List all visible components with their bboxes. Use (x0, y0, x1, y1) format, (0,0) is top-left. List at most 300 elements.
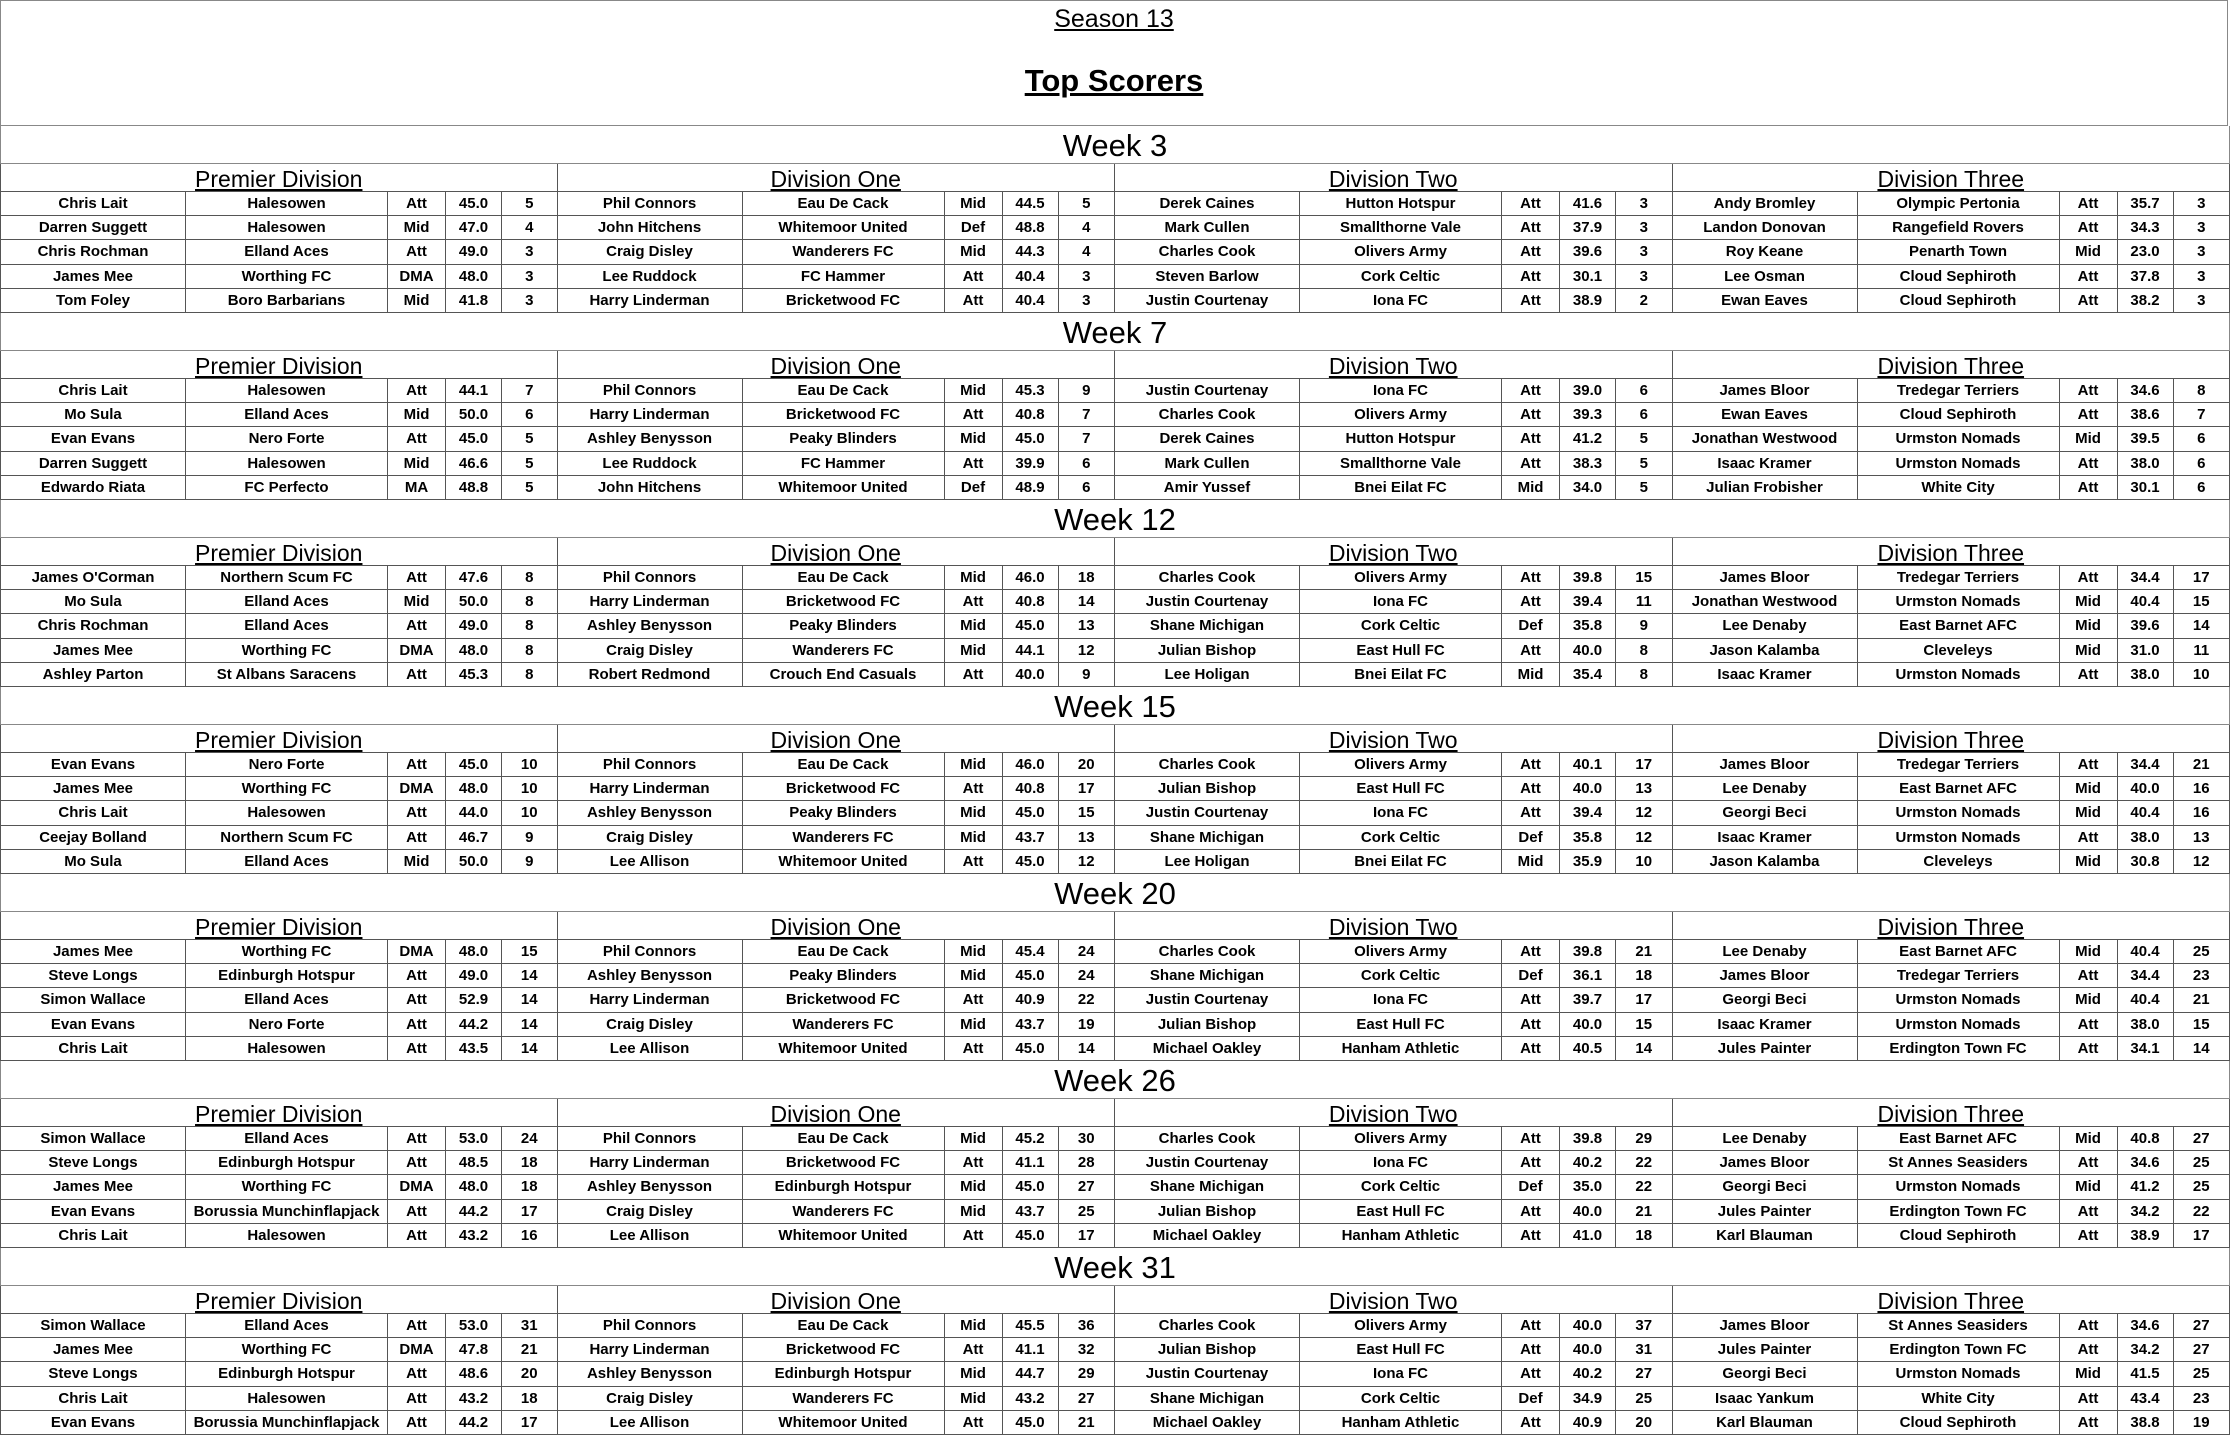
rating-cell: 44.1 (1003, 639, 1059, 662)
rating-cell: 43.7 (1003, 826, 1059, 849)
player-name-cell: Phil Connors (558, 753, 743, 776)
rating-cell: 38.0 (2118, 663, 2174, 686)
player-name-cell: Michael Oakley (1115, 1224, 1300, 1247)
table-row (1, 403, 557, 427)
table-row (1115, 289, 1672, 313)
position-cell: Att (1502, 801, 1560, 824)
position-cell: Att (1502, 1200, 1560, 1223)
table-row (1115, 379, 1672, 403)
rating-cell: 35.7 (2118, 192, 2174, 215)
goals-cell: 27 (2192, 1317, 2210, 1334)
team-cell: Olivers Army (1300, 753, 1502, 776)
position-cell: Att (1502, 192, 1560, 215)
player-name-cell: Ashley Benysson (558, 801, 743, 824)
position-cell: Att (945, 452, 1003, 475)
divisions-row (0, 1286, 2230, 1435)
goals-cell: 12 (2192, 852, 2210, 870)
team-cell: Cleveleys (1858, 850, 2060, 873)
player-name-cell: Derek Caines (1115, 427, 1300, 450)
table-row (558, 1037, 1115, 1061)
player-name-cell: Darren Suggett (1, 452, 186, 475)
rating-cell: 41.1 (1003, 1151, 1059, 1174)
player-name-cell: Evan Evans (1, 427, 186, 450)
position-cell: Att (1502, 379, 1560, 402)
player-name-cell: Steven Barlow (1115, 265, 1300, 288)
player-name-cell: Phil Connors (558, 379, 743, 402)
position-cell: Mid (2060, 639, 2118, 662)
team-cell: Halesowen (186, 1037, 388, 1060)
goals-cell: 8 (1639, 641, 1648, 659)
player-name-cell: Craig Disley (558, 826, 743, 849)
team-cell: Bricketwood FC (743, 403, 945, 426)
team-cell: Hanham Athletic (1300, 1224, 1502, 1247)
team-cell: Elland Aces (186, 988, 388, 1011)
position-cell: Def (1502, 614, 1560, 637)
team-cell: FC Perfecto (186, 476, 388, 499)
table-row (1115, 1037, 1672, 1061)
table-row (1, 663, 557, 687)
team-cell: Tredegar Terriers (1858, 753, 2060, 776)
table-row (1, 614, 557, 638)
table-row (1673, 403, 2230, 427)
rating-cell: 40.0 (1003, 663, 1059, 686)
page-title: Top Scorers (1024, 63, 1204, 98)
divisions-row (0, 912, 2230, 1061)
rating-cell: 40.5 (1560, 1037, 1616, 1060)
rating-cell: 47.0 (446, 216, 502, 239)
player-name-cell: Isaac Kramer (1673, 826, 1858, 849)
team-cell: Erdington Town FC (1858, 1037, 2060, 1060)
player-name-cell: Shane Michigan (1115, 964, 1300, 987)
rating-cell: 45.5 (1003, 1314, 1059, 1337)
position-cell: Mid (945, 753, 1003, 776)
player-name-cell: Charles Cook (1115, 753, 1300, 776)
rating-cell: 40.4 (2118, 801, 2174, 824)
player-name-cell: Lee Allison (558, 1037, 743, 1060)
table-row (1, 826, 557, 850)
goals-cell: 14 (520, 1039, 538, 1057)
table-row (1115, 964, 1672, 988)
table-row (558, 1362, 1115, 1386)
divisions-row (0, 351, 2230, 500)
goals-cell: 16 (2192, 780, 2210, 798)
player-name-cell: Jonathan Westwood (1673, 427, 1858, 450)
player-name-cell: Julian Bishop (1115, 639, 1300, 662)
rating-cell: 45.0 (1003, 850, 1059, 873)
goals-cell: 25 (1635, 1389, 1653, 1407)
position-cell: Att (1502, 240, 1560, 263)
rating-cell: 34.4 (2118, 566, 2174, 589)
week-title: Week 20 (0, 874, 2230, 912)
table-row (558, 1411, 1115, 1435)
goals-cell: 3 (2197, 291, 2206, 309)
table-row (1115, 614, 1672, 638)
goals-cell: 17 (520, 1202, 538, 1220)
divisions-row (0, 725, 2230, 874)
division-title: Division Two (1115, 1099, 1672, 1127)
table-row (1, 216, 557, 240)
table-row (558, 777, 1115, 801)
player-name-cell: Julian Bishop (1115, 1338, 1300, 1361)
rating-cell: 43.2 (446, 1387, 502, 1410)
rating-cell: 41.2 (2118, 1175, 2174, 1198)
goals-cell: 17 (2192, 569, 2210, 586)
rating-cell: 40.9 (1003, 988, 1059, 1011)
table-row (1115, 452, 1672, 476)
position-cell: Att (1502, 988, 1560, 1011)
team-cell: Iona FC (1300, 988, 1502, 1011)
position-cell: Mid (2060, 614, 2118, 637)
goals-cell: 5 (525, 454, 534, 472)
player-name-cell: Karl Blauman (1673, 1224, 1858, 1247)
team-cell: Edinburgh Hotspur (186, 1151, 388, 1174)
rating-cell: 41.8 (446, 289, 502, 312)
position-cell: Att (388, 192, 446, 215)
table-row (1673, 427, 2230, 451)
table-row (1, 1037, 557, 1061)
table-row (1, 590, 557, 614)
position-cell: Mid (945, 964, 1003, 987)
goals-cell: 18 (1635, 967, 1653, 985)
division-title: Division One (558, 351, 1115, 379)
position-cell: Att (2060, 1387, 2118, 1410)
team-cell: Urmston Nomads (1858, 826, 2060, 849)
rating-cell: 45.0 (1003, 1037, 1059, 1060)
player-name-cell: Charles Cook (1115, 566, 1300, 589)
player-name-cell: Justin Courtenay (1115, 988, 1300, 1011)
rating-cell: 40.2 (1560, 1362, 1616, 1385)
position-cell: Att (388, 427, 446, 450)
goals-cell: 14 (1077, 593, 1095, 611)
position-cell: DMA (388, 265, 446, 288)
rating-cell: 48.0 (446, 1175, 502, 1198)
rating-cell: 38.9 (1560, 289, 1616, 312)
rating-cell: 40.0 (2118, 777, 2174, 800)
goals-cell: 5 (525, 430, 534, 448)
division-title: Division One (558, 725, 1115, 753)
team-cell: Iona FC (1300, 1362, 1502, 1385)
player-name-cell: Lee Allison (558, 1411, 743, 1434)
rating-cell: 53.0 (446, 1127, 502, 1150)
goals-cell: 27 (1077, 1178, 1095, 1196)
table-row (1115, 1151, 1672, 1175)
goals-cell: 6 (1639, 406, 1648, 424)
position-cell: Att (1502, 940, 1560, 963)
position-cell: Att (2060, 826, 2118, 849)
table-row (558, 639, 1115, 663)
player-name-cell: Isaac Kramer (1673, 663, 1858, 686)
player-name-cell: Georgi Beci (1673, 1175, 1858, 1198)
table-row (1, 964, 557, 988)
player-name-cell: Craig Disley (558, 639, 743, 662)
rating-cell: 37.9 (1560, 216, 1616, 239)
goals-cell: 15 (1635, 1015, 1653, 1033)
rating-cell: 39.8 (1560, 1127, 1616, 1150)
player-name-cell: Ashley Benysson (558, 1175, 743, 1198)
team-cell: Cork Celtic (1300, 614, 1502, 637)
table-row (1, 639, 557, 663)
goals-cell: 10 (1635, 852, 1653, 870)
divisions-row (0, 1099, 2230, 1248)
table-row (1115, 240, 1672, 264)
table-row (1673, 1338, 2230, 1362)
division-title: Division One (558, 1099, 1115, 1127)
table-row (1115, 777, 1672, 801)
team-cell: Halesowen (186, 452, 388, 475)
table-row (1115, 753, 1672, 777)
table-row (1673, 777, 2230, 801)
goals-cell: 31 (1635, 1341, 1653, 1359)
rating-cell: 40.8 (1003, 777, 1059, 800)
rating-cell: 45.0 (1003, 427, 1059, 450)
rating-cell: 39.6 (1560, 240, 1616, 263)
table-row (558, 216, 1115, 240)
goals-cell: 19 (1077, 1015, 1095, 1033)
team-cell: Eau De Cack (743, 1127, 945, 1150)
rating-cell: 40.8 (2118, 1127, 2174, 1150)
team-cell: Bnei Eilat FC (1300, 663, 1502, 686)
table-row (1, 1013, 557, 1037)
table-row (1673, 1037, 2230, 1061)
goals-cell: 15 (1077, 804, 1095, 822)
rating-cell: 46.0 (1003, 753, 1059, 776)
division-title: Division Three (1673, 1286, 2230, 1314)
table-row (1115, 1200, 1672, 1224)
goals-cell: 17 (520, 1413, 538, 1431)
position-cell: DMA (388, 777, 446, 800)
position-cell: Att (388, 1037, 446, 1060)
player-name-cell: Harry Linderman (558, 289, 743, 312)
player-name-cell: Ewan Eaves (1673, 403, 1858, 426)
player-name-cell: Georgi Beci (1673, 801, 1858, 824)
player-name-cell: Lee Holigan (1115, 663, 1300, 686)
position-cell: Mid (2060, 240, 2118, 263)
table-row (1115, 1338, 1672, 1362)
player-name-cell: Shane Michigan (1115, 614, 1300, 637)
player-name-cell: Andy Bromley (1673, 192, 1858, 215)
player-name-cell: Charles Cook (1115, 240, 1300, 263)
player-name-cell: Amir Yussef (1115, 476, 1300, 499)
rating-cell: 48.0 (446, 639, 502, 662)
position-cell: Att (388, 1314, 446, 1337)
goals-cell: 14 (1635, 1039, 1653, 1057)
team-cell: Cork Celtic (1300, 1387, 1502, 1410)
divisions-row (0, 538, 2230, 687)
player-name-cell: Michael Oakley (1115, 1037, 1300, 1060)
goals-cell: 14 (2192, 617, 2210, 635)
position-cell: Att (1502, 1314, 1560, 1337)
rating-cell: 45.0 (446, 192, 502, 215)
position-cell: Att (1502, 1151, 1560, 1174)
player-name-cell: Jason Kalamba (1673, 850, 1858, 873)
position-cell: Att (2060, 476, 2118, 499)
position-cell: Att (388, 753, 446, 776)
player-name-cell: Robert Redmond (558, 663, 743, 686)
team-cell: Whitemoor United (743, 850, 945, 873)
rating-cell: 45.0 (1003, 1175, 1059, 1198)
division-table (1115, 1286, 1673, 1435)
goals-cell: 8 (2197, 382, 2206, 399)
team-cell: Urmston Nomads (1858, 1175, 2060, 1198)
team-cell: Elland Aces (186, 403, 388, 426)
team-cell: Whitemoor United (743, 216, 945, 239)
rating-cell: 45.0 (1003, 614, 1059, 637)
position-cell: Att (388, 1127, 446, 1150)
team-cell: Nero Forte (186, 753, 388, 776)
goals-cell: 19 (2192, 1413, 2210, 1431)
player-name-cell: Ashley Benysson (558, 614, 743, 637)
team-cell: Eau De Cack (743, 192, 945, 215)
rating-cell: 48.5 (446, 1151, 502, 1174)
rating-cell: 48.9 (1003, 476, 1059, 499)
rating-cell: 48.8 (446, 476, 502, 499)
goals-cell: 3 (2197, 243, 2206, 261)
position-cell: Att (1502, 289, 1560, 312)
goals-cell: 3 (1639, 219, 1648, 237)
week-section (0, 1248, 2230, 1435)
goals-cell: 18 (520, 1178, 538, 1196)
rating-cell: 44.1 (446, 379, 502, 402)
rating-cell: 39.4 (1560, 590, 1616, 613)
rating-cell: 38.0 (2118, 1013, 2174, 1036)
rating-cell: 36.1 (1560, 964, 1616, 987)
team-cell: Elland Aces (186, 240, 388, 263)
table-row (558, 1314, 1115, 1338)
rating-cell: 40.8 (1003, 403, 1059, 426)
division-table (1115, 538, 1673, 687)
team-cell: Urmston Nomads (1858, 427, 2060, 450)
rating-cell: 44.5 (1003, 192, 1059, 215)
position-cell: Att (2060, 289, 2118, 312)
table-row (1673, 1411, 2230, 1435)
goals-cell: 27 (1077, 1389, 1095, 1407)
goals-cell: 6 (2197, 454, 2206, 472)
table-row (558, 850, 1115, 874)
position-cell: Att (2060, 1200, 2118, 1223)
week-section (0, 313, 2230, 500)
division-title: Premier Division (1, 538, 557, 566)
goals-cell: 18 (1635, 1226, 1653, 1244)
rating-cell: 31.0 (2118, 639, 2174, 662)
team-cell: Peaky Blinders (743, 964, 945, 987)
position-cell: Mid (2060, 1175, 2118, 1198)
rating-cell: 38.2 (2118, 289, 2174, 312)
goals-cell: 30 (1077, 1130, 1095, 1147)
player-name-cell: Jules Painter (1673, 1200, 1858, 1223)
rating-cell: 37.8 (2118, 265, 2174, 288)
division-title: Division Two (1115, 164, 1672, 192)
player-name-cell: Lee Denaby (1673, 940, 1858, 963)
team-cell: Urmston Nomads (1858, 590, 2060, 613)
player-name-cell: Isaac Yankum (1673, 1387, 1858, 1410)
team-cell: FC Hammer (743, 265, 945, 288)
position-cell: Att (388, 801, 446, 824)
goals-cell: 15 (520, 943, 538, 960)
player-name-cell: Charles Cook (1115, 940, 1300, 963)
goals-cell: 17 (2192, 1226, 2210, 1244)
player-name-cell: Justin Courtenay (1115, 1151, 1300, 1174)
rating-cell: 44.2 (446, 1411, 502, 1434)
position-cell: Att (945, 590, 1003, 613)
goals-cell: 29 (1077, 1365, 1095, 1383)
player-name-cell: Shane Michigan (1115, 1175, 1300, 1198)
goals-cell: 3 (2197, 267, 2206, 285)
player-name-cell: Ashley Benysson (558, 964, 743, 987)
table-row (1673, 590, 2230, 614)
player-name-cell: Phil Connors (558, 1127, 743, 1150)
rating-cell: 40.0 (1560, 1200, 1616, 1223)
goals-cell: 12 (1077, 641, 1095, 659)
position-cell: Mid (945, 566, 1003, 589)
goals-cell: 8 (525, 593, 534, 611)
table-row (1115, 940, 1672, 964)
goals-cell: 2 (1639, 291, 1648, 309)
player-name-cell: Simon Wallace (1, 988, 186, 1011)
table-row (1, 1387, 557, 1411)
table-row (1, 265, 557, 289)
rating-cell: 40.1 (1560, 753, 1616, 776)
table-row (558, 265, 1115, 289)
rating-cell: 49.0 (446, 240, 502, 263)
table-row (1, 850, 557, 874)
division-table (558, 725, 1116, 874)
team-cell: Bricketwood FC (743, 1151, 945, 1174)
rating-cell: 39.7 (1560, 988, 1616, 1011)
position-cell: Mid (388, 590, 446, 613)
table-row (558, 753, 1115, 777)
team-cell: Halesowen (186, 1224, 388, 1247)
table-row (558, 988, 1115, 1012)
table-row (1673, 1387, 2230, 1411)
table-row (1, 988, 557, 1012)
team-cell: Eau De Cack (743, 1314, 945, 1337)
team-cell: Iona FC (1300, 289, 1502, 312)
goals-cell: 18 (520, 1154, 538, 1172)
goals-cell: 36 (1077, 1317, 1095, 1334)
team-cell: Worthing FC (186, 1175, 388, 1198)
division-table (1673, 912, 2230, 1061)
division-table (0, 351, 558, 500)
goals-cell: 3 (1082, 267, 1091, 285)
team-cell: White City (1858, 476, 2060, 499)
team-cell: Iona FC (1300, 1151, 1502, 1174)
position-cell: Att (1502, 403, 1560, 426)
table-row (1673, 1314, 2230, 1338)
team-cell: Cork Celtic (1300, 265, 1502, 288)
player-name-cell: James Mee (1, 265, 186, 288)
player-name-cell: Mo Sula (1, 850, 186, 873)
rating-cell: 41.5 (2118, 1362, 2174, 1385)
position-cell: Def (1502, 1175, 1560, 1198)
goals-cell: 25 (2192, 1178, 2210, 1196)
team-cell: Cloud Sephiroth (1858, 289, 2060, 312)
division-title: Division Three (1673, 538, 2230, 566)
player-name-cell: Lee Ruddock (558, 452, 743, 475)
team-cell: Smallthorne Vale (1300, 216, 1502, 239)
table-row (1673, 753, 2230, 777)
position-cell: Att (1502, 590, 1560, 613)
table-row (1673, 639, 2230, 663)
rating-cell: 35.9 (1560, 850, 1616, 873)
player-name-cell: Charles Cook (1115, 1314, 1300, 1337)
table-row (1115, 192, 1672, 216)
goals-cell: 3 (525, 243, 534, 261)
goals-cell: 3 (2197, 219, 2206, 237)
rating-cell: 45.2 (1003, 1127, 1059, 1150)
table-row (1, 1200, 557, 1224)
division-title: Division Two (1115, 725, 1672, 753)
team-cell: Iona FC (1300, 379, 1502, 402)
